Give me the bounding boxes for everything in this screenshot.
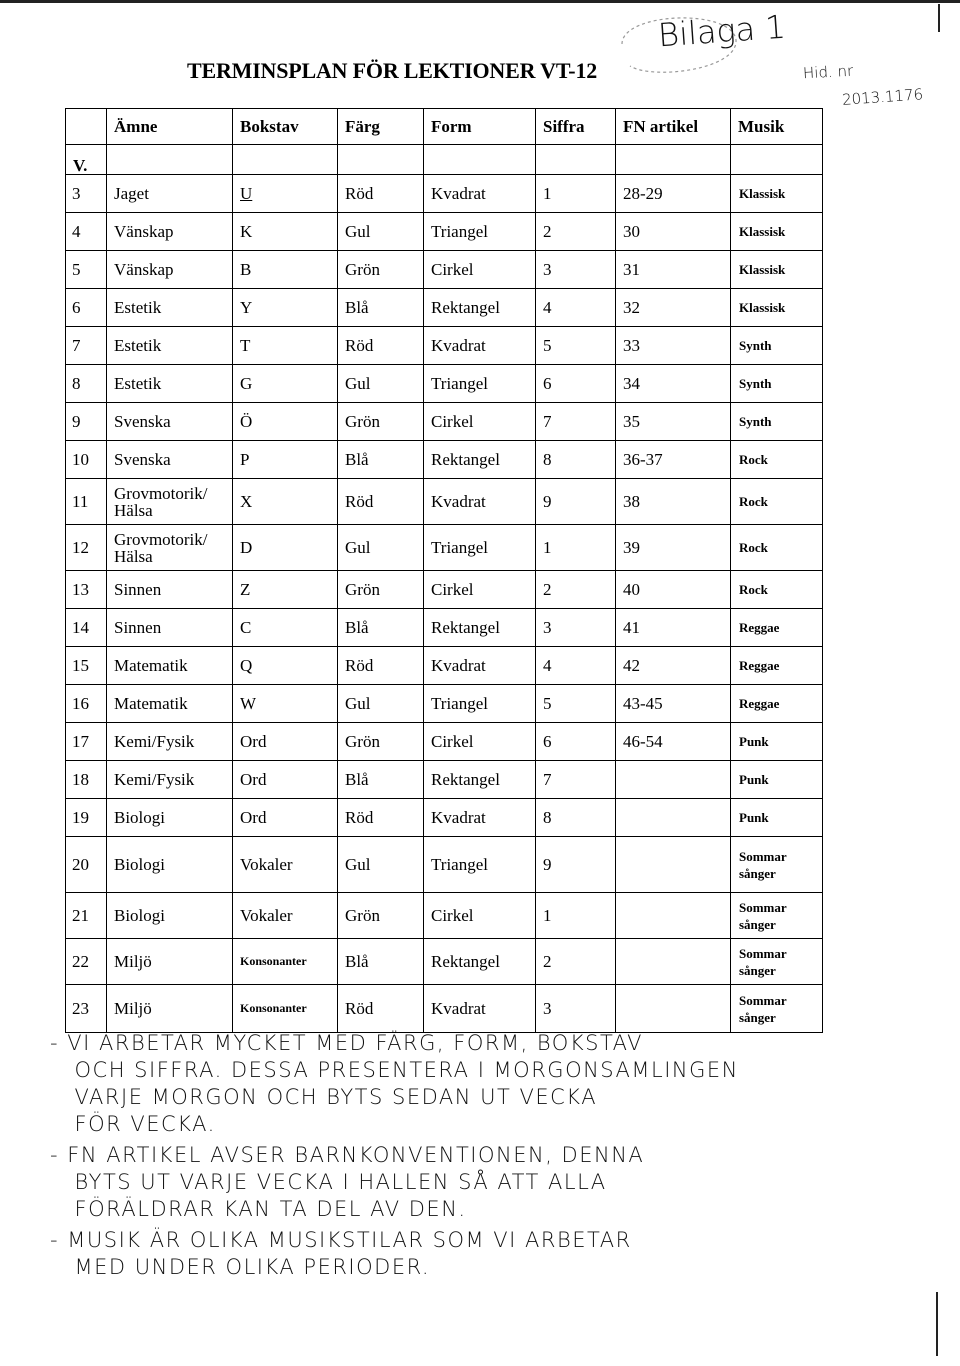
note-line: - MUSIK ÄR OLIKA MUSIKSTILAR SOM VI ARBETAR [50,1228,632,1252]
cell-week: 8 [66,365,107,403]
cell-week: 7 [66,327,107,365]
cell-music: Reggae [731,685,823,723]
cell-number: 2 [536,939,616,985]
header-letter: Bokstav [233,109,338,145]
cell-subject: Svenska [107,441,233,479]
note-line: VARJE MORGON OCH BYTS SEDAN UT VECKA [50,1085,598,1109]
cell-color: Gul [338,837,424,893]
table-row [66,647,823,685]
right-border-line-bottom [936,1292,938,1356]
cell-color: Grön [338,251,424,289]
cell-fn-article: 34 [616,365,731,403]
table-row [66,571,823,609]
header-row [66,109,823,145]
handwritten-ref-label: Hid. nr [802,61,854,83]
cell-fn-article: 39 [616,525,731,571]
cell-shape: Kvadrat [424,479,536,525]
cell-color: Blå [338,289,424,327]
cell-fn-article: 38 [616,479,731,525]
right-border-line [938,4,940,32]
cell-shape: Triangel [424,365,536,403]
cell-subject: Biologi [107,893,233,939]
cell-subject: Kemi/Fysik [107,723,233,761]
cell-fn-article [616,761,731,799]
table-row [66,939,823,985]
cell-shape: Cirkel [424,251,536,289]
top-border-line [0,0,960,3]
cell-fn-article: 33 [616,327,731,365]
cell-fn-article [616,893,731,939]
cell-shape: Triangel [424,213,536,251]
cell-music: Reggae [731,647,823,685]
cell-music: Sommar sånger [731,837,823,893]
cell-letter: Ord [233,761,338,799]
table-row [66,609,823,647]
cell-number: 8 [536,799,616,837]
cell-color: Blå [338,939,424,985]
cell-number: 6 [536,723,616,761]
cell-music: Klassisk [731,289,823,327]
cell-number: 9 [536,479,616,525]
cell-shape: Cirkel [424,403,536,441]
table-row [66,723,823,761]
cell-fn-article: 43-45 [616,685,731,723]
cell-fn-article: 40 [616,571,731,609]
cell-number: 9 [536,837,616,893]
cell-week: 21 [66,893,107,939]
cell-letter: X [233,479,338,525]
cell-number: 5 [536,327,616,365]
header-week [66,109,107,145]
cell-week: 19 [66,799,107,837]
cell-number: 2 [536,213,616,251]
note-line: BYTS UT VARJE VECKA I HALLEN SÅ ATT ALLA [50,1170,607,1194]
cell-letter: Ord [233,799,338,837]
cell-color: Röd [338,175,424,213]
cell-number: 2 [536,571,616,609]
cell-number: 4 [536,647,616,685]
cell-week: 9 [66,403,107,441]
cell-shape: Triangel [424,685,536,723]
cell-color: Blå [338,441,424,479]
cell-letter: T [233,327,338,365]
table-row [66,403,823,441]
cell-letter: G [233,365,338,403]
cell-subject: Matematik [107,685,233,723]
cell-fn-article: 32 [616,289,731,327]
cell-fn-article: 41 [616,609,731,647]
handwritten-ref-number: 2013.1176 [841,85,924,109]
cell-color: Blå [338,609,424,647]
cell-music: Synth [731,403,823,441]
table-row [66,761,823,799]
cell-color: Grön [338,893,424,939]
cell-color: Gul [338,685,424,723]
cell-letter: Y [233,289,338,327]
table-row [66,985,823,1033]
cell-music: Punk [731,723,823,761]
cell-fn-article: 46-54 [616,723,731,761]
cell-subject: Biologi [107,837,233,893]
table-row [66,365,823,403]
note-line: OCH SIFFRA. DESSA PRESENTERA I MORGONSAMLINGEN [50,1058,739,1082]
cell-color: Gul [338,365,424,403]
cell-fn-article: 36-37 [616,441,731,479]
cell-color: Blå [338,761,424,799]
table-row [66,799,823,837]
note-line: FÖRÄLDRAR KAN TA DEL AV DEN. [50,1197,467,1221]
cell-week: 4 [66,213,107,251]
cell-color: Röd [338,799,424,837]
cell-number: 6 [536,365,616,403]
table-row [66,837,823,893]
cell-color: Röd [338,985,424,1033]
header-music: Musik [731,109,823,145]
cell-number: 1 [536,525,616,571]
table-row [66,893,823,939]
table-row [66,685,823,723]
cell-shape: Kvadrat [424,327,536,365]
cell-week: 6 [66,289,107,327]
cell-subject: Miljö [107,939,233,985]
cell-week: 13 [66,571,107,609]
cell-color: Gul [338,213,424,251]
cell-number: 1 [536,175,616,213]
table-row [66,479,823,525]
cell-shape: Rektangel [424,289,536,327]
cell-shape: Cirkel [424,723,536,761]
note-line: - FN ARTIKEL AVSER BARNKONVENTIONEN, DENNA [50,1143,645,1167]
cell-shape: Kvadrat [424,985,536,1033]
cell-fn-article [616,985,731,1033]
cell-week: 17 [66,723,107,761]
cell-shape: Kvadrat [424,175,536,213]
cell-music: Rock [731,571,823,609]
cell-fn-article: 30 [616,213,731,251]
cell-subject: Grovmotorik/ Hälsa [107,525,233,571]
note-line: - VI ARBETAR MYCKET MED FÄRG, FORM, BOKSTAV [50,1031,644,1055]
cell-number: 3 [536,985,616,1033]
cell-shape: Cirkel [424,893,536,939]
cell-week: 22 [66,939,107,985]
cell-letter: K [233,213,338,251]
cell-subject: Matematik [107,647,233,685]
cell-fn-article: 35 [616,403,731,441]
table-row [66,289,823,327]
header-fn-article: FN artikel [616,109,731,145]
cell-color: Grön [338,723,424,761]
cell-subject: Estetik [107,327,233,365]
cell-number: 4 [536,289,616,327]
cell-fn-article: 42 [616,647,731,685]
handwritten-notes [50,1030,950,1281]
cell-music: Klassisk [731,251,823,289]
table-row [66,525,823,571]
cell-week: 16 [66,685,107,723]
cell-number: 3 [536,251,616,289]
cell-music: Sommar sånger [731,939,823,985]
cell-shape: Rektangel [424,441,536,479]
cell-week: 11 [66,479,107,525]
cell-letter: Ord [233,723,338,761]
cell-week: 5 [66,251,107,289]
cell-shape: Rektangel [424,761,536,799]
lesson-plan-table [65,108,823,1033]
stamp-text: Bilaga 1 [656,7,787,55]
cell-subject: Vänskap [107,251,233,289]
cell-color: Grön [338,571,424,609]
cell-subject: Jaget [107,175,233,213]
cell-letter: B [233,251,338,289]
header-color: Färg [338,109,424,145]
cell-fn-article: 31 [616,251,731,289]
cell-fn-article [616,837,731,893]
cell-subject: Estetik [107,289,233,327]
cell-subject: Vänskap [107,213,233,251]
cell-week: 23 [66,985,107,1033]
cell-shape: Rektangel [424,939,536,985]
cell-subject: Grovmotorik/ Hälsa [107,479,233,525]
cell-music: Punk [731,799,823,837]
cell-shape: Triangel [424,837,536,893]
cell-week: 12 [66,525,107,571]
cell-week: 15 [66,647,107,685]
header-number: Siffra [536,109,616,145]
cell-subject: Sinnen [107,571,233,609]
table-row [66,213,823,251]
cell-fn-article [616,939,731,985]
cell-subject: Kemi/Fysik [107,761,233,799]
cell-music: Reggae [731,609,823,647]
cell-music: Rock [731,479,823,525]
cell-music: Sommar sånger [731,985,823,1033]
cell-letter: D [233,525,338,571]
cell-number: 8 [536,441,616,479]
cell-fn-article: 28-29 [616,175,731,213]
cell-week: 10 [66,441,107,479]
note-line: MED UNDER OLIKA PERIODER. [50,1255,431,1279]
cell-number: 7 [536,761,616,799]
cell-week: 18 [66,761,107,799]
cell-letter: C [233,609,338,647]
cell-music: Punk [731,761,823,799]
cell-shape: Rektangel [424,609,536,647]
cell-subject: Miljö [107,985,233,1033]
cell-music: Klassisk [731,213,823,251]
cell-number: 5 [536,685,616,723]
cell-week: 20 [66,837,107,893]
cell-music: Rock [731,441,823,479]
cell-letter: Vokaler [233,893,338,939]
cell-color: Röd [338,479,424,525]
cell-music: Synth [731,327,823,365]
note-line: FÖR VECKA. [50,1112,216,1136]
table-row [66,441,823,479]
week-label-row [66,145,823,175]
week-label: V. [66,145,107,175]
header-shape: Form [424,109,536,145]
cell-shape: Cirkel [424,571,536,609]
cell-music: Klassisk [731,175,823,213]
cell-letter: Vokaler [233,837,338,893]
cell-subject: Sinnen [107,609,233,647]
cell-subject: Svenska [107,403,233,441]
cell-letter: Q [233,647,338,685]
cell-letter: Konsonanter [233,985,338,1033]
cell-number: 7 [536,403,616,441]
table-row [66,175,823,213]
cell-letter: Z [233,571,338,609]
cell-shape: Triangel [424,525,536,571]
cell-shape: Kvadrat [424,647,536,685]
cell-week: 3 [66,175,107,213]
cell-number: 3 [536,609,616,647]
cell-number: 1 [536,893,616,939]
cell-color: Grön [338,403,424,441]
cell-letter: P [233,441,338,479]
cell-letter: Konsonanter [233,939,338,985]
cell-music: Synth [731,365,823,403]
cell-subject: Estetik [107,365,233,403]
cell-week: 14 [66,609,107,647]
table-row [66,251,823,289]
cell-music: Rock [731,525,823,571]
cell-letter: Ö [233,403,338,441]
table-row [66,327,823,365]
cell-shape: Kvadrat [424,799,536,837]
cell-letter: U [233,175,338,213]
cell-color: Röd [338,647,424,685]
cell-letter: W [233,685,338,723]
header-subject: Ämne [107,109,233,145]
cell-fn-article [616,799,731,837]
page-title: TERMINSPLAN FÖR LEKTIONER VT-12 [187,58,598,83]
cell-color: Röd [338,327,424,365]
cell-color: Gul [338,525,424,571]
cell-subject: Biologi [107,799,233,837]
cell-music: Sommar sånger [731,893,823,939]
